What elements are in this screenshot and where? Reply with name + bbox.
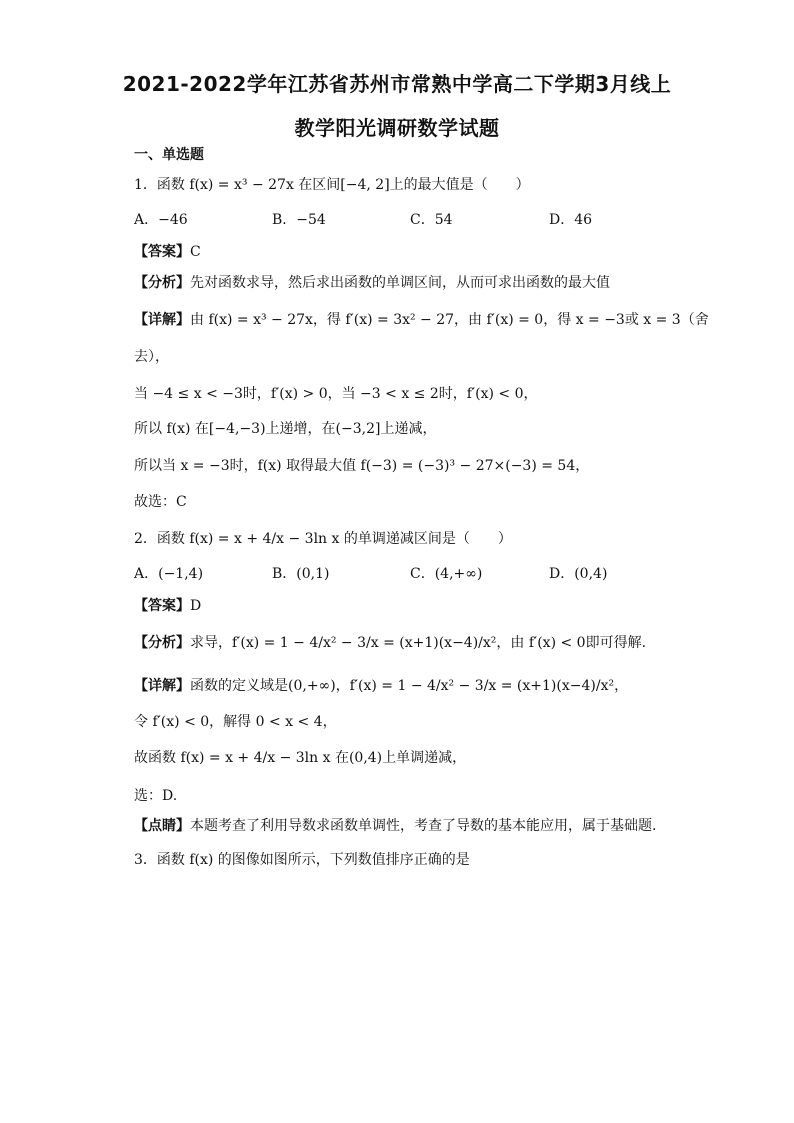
q1-detail-line-6: 故选：C: [134, 494, 187, 510]
answer-tag: 【答案】: [134, 244, 190, 260]
q1-detail-line-4: 所以 f(x) 在[−4,−3)上递增，在(−3,2]上递减，: [134, 421, 437, 437]
q2-detail-line-4: 选：D.: [134, 788, 178, 804]
detail-text: 由 f(x) = x³ − 27x，得 f′(x) = 3x² − 27，由 f′(x) = 0，得 x = −3或 x = 3（舍: [190, 312, 709, 328]
q1-option-c: C．54: [410, 212, 453, 228]
q1-option-a: A．−46: [134, 212, 188, 228]
answer-value: C: [190, 244, 201, 260]
q1-detail-line-2: 去），: [134, 349, 169, 365]
title-line-1: 2021-2022学年江苏省苏州市常熟中学高二下学期3月线上: [122, 72, 672, 96]
q2-answer: [134, 596, 201, 616]
q3-stem: 3．函数 f(x) 的图像如图所示，下列数值排序正确的是: [134, 852, 470, 868]
q2-detail-line-1: [134, 676, 628, 696]
q2-option-c: C．(4,+∞): [410, 566, 483, 582]
detail-text: 函数的定义域是(0,+∞)，f′(x) = 1 − 4/x² − 3/x = (x+1)(x−4)/x²，: [190, 678, 629, 694]
q1-detail-line-3: 当 −4 ≤ x < −3时，f′(x) > 0，当 −3 < x ≤ 2时，f′(x) < 0，: [134, 386, 538, 402]
analysis-text: 先对函数求导，然后求出函数的单调区间，从而可求出函数的最大值: [190, 275, 610, 291]
q1-answer: [134, 242, 201, 262]
q1-stem: 1．函数 f(x) = x³ − 27x 在区间[−4, 2]上的最大值是（ ）: [134, 177, 530, 193]
q2-detail-line-3: 故函数 f(x) = x + 4/x − 3ln x 在(0,4)上单调递减，: [134, 750, 467, 766]
analysis-tag: 【分析】: [134, 635, 190, 651]
detail-tag: 【详解】: [134, 312, 190, 328]
q1-option-b: B．−54: [272, 212, 326, 228]
q1-detail-line-5: 所以当 x = −3时，f(x) 取得最大值 f(−3) = (−3)³ − 27×(−3) = 54，: [134, 458, 590, 474]
q2-option-d: D．(0,4): [549, 566, 608, 582]
title-line-2: 教学阳光调研数学试题: [294, 116, 500, 140]
answer-tag: 【答案】: [134, 598, 190, 614]
section-heading: 一、单选题: [134, 147, 204, 163]
q2-comment: [134, 816, 656, 836]
analysis-text: 求导，f′(x) = 1 − 4/x² − 3/x = (x+1)(x−4)/x²，由 f′(x) < 0即可得解.: [190, 635, 647, 651]
q2-option-b: B．(0,1): [272, 566, 330, 582]
q1-analysis: [134, 273, 610, 293]
comment-text: 本题考查了利用导数求函数单调性，考查了导数的基本能应用，属于基础题.: [190, 818, 657, 834]
q1-detail-line-1: [134, 310, 709, 330]
q2-detail-line-2: 令 f′(x) < 0，解得 0 < x < 4，: [134, 714, 337, 730]
answer-value: D: [190, 598, 202, 614]
comment-tag: 【点睛】: [134, 818, 190, 834]
detail-tag: 【详解】: [134, 678, 190, 694]
q2-stem: 2．函数 f(x) = x + 4/x − 3ln x 的单调递减区间是（ ）: [134, 531, 512, 547]
q2-analysis: [134, 633, 646, 653]
q2-option-a: A．(−1,4): [134, 566, 204, 582]
q1-option-d: D．46: [549, 212, 593, 228]
analysis-tag: 【分析】: [134, 275, 190, 291]
